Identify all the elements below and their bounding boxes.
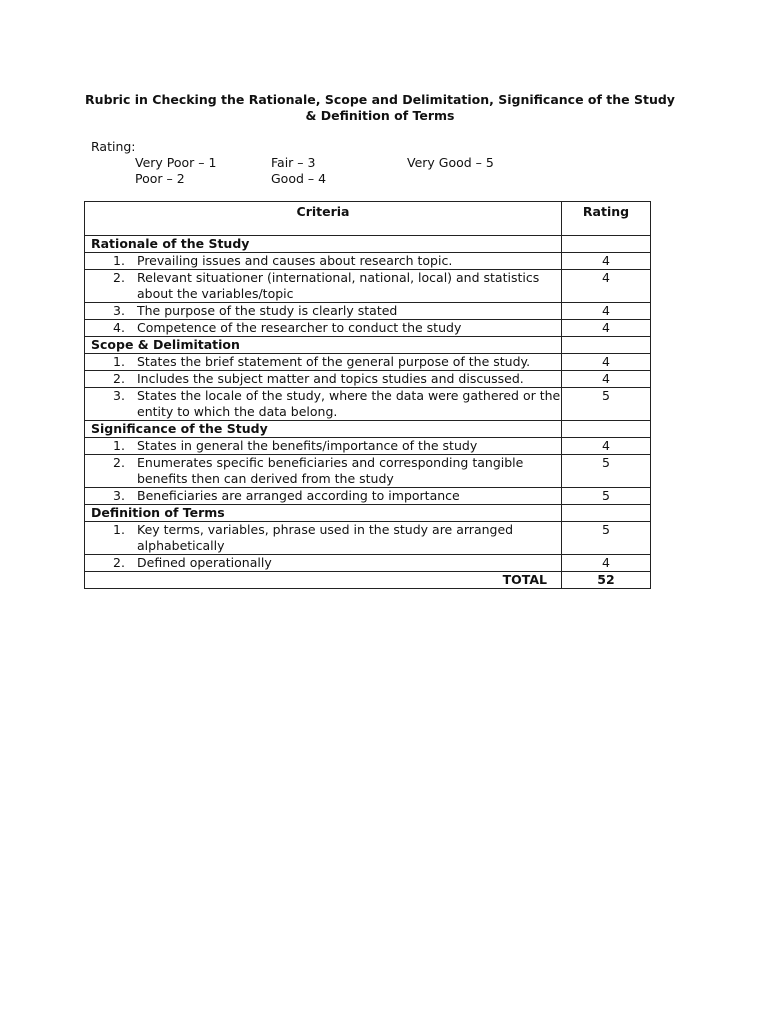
criterion-text: Defined operationally <box>137 555 272 570</box>
criterion-text: Prevailing issues and causes about research topic. <box>137 253 453 268</box>
criterion-cell <box>85 388 562 421</box>
table-row <box>85 388 651 421</box>
total-label: TOTAL <box>85 572 562 589</box>
criterion-text: States in general the benefits/importance of the study <box>137 438 478 453</box>
title-line-2: & Definition of Terms <box>305 108 455 123</box>
table-row <box>85 488 651 505</box>
rating-value: 5 <box>562 455 651 488</box>
rubric-table <box>84 201 651 589</box>
total-row <box>85 572 651 589</box>
table-row <box>85 371 651 388</box>
table-row <box>85 354 651 371</box>
criterion-cell <box>85 455 562 488</box>
criterion-cell <box>85 253 562 270</box>
criterion-text: Enumerates specific beneficiaries and corresponding tangible benefits then can derived from the study <box>137 455 524 486</box>
scale-good: Good – 4 <box>271 171 327 186</box>
rating-value: 5 <box>562 522 651 555</box>
document-title <box>80 92 680 124</box>
item-number: 2. <box>113 270 125 285</box>
rating-value: 4 <box>562 438 651 455</box>
section-rating-empty <box>562 421 651 438</box>
section-rating-empty <box>562 337 651 354</box>
rating-value: 4 <box>562 303 651 320</box>
rating-value: 4 <box>562 371 651 388</box>
scale-fair: Fair – 3 <box>271 155 316 170</box>
rating-value: 4 <box>562 270 651 303</box>
criterion-cell <box>85 354 562 371</box>
section-title: Rationale of the Study <box>85 236 562 253</box>
table-row <box>85 303 651 320</box>
rating-value: 4 <box>562 354 651 371</box>
criterion-text: Key terms, variables, phrase used in the study are arranged alphabetically <box>137 522 514 553</box>
table-row <box>85 270 651 303</box>
rating-value: 5 <box>562 488 651 505</box>
criterion-cell <box>85 303 562 320</box>
item-number: 1. <box>113 522 125 537</box>
rating-header: Rating <box>562 202 651 236</box>
criterion-text: States the brief statement of the general purpose of the study. <box>137 354 531 369</box>
criterion-cell <box>85 488 562 505</box>
section-rating-empty <box>562 236 651 253</box>
criterion-text: Competence of the researcher to conduct the study <box>137 320 462 335</box>
criterion-text: Relevant situationer (international, national, local) and statistics about the variables/topic <box>137 270 540 301</box>
rating-label: Rating: <box>91 139 136 154</box>
item-number: 2. <box>113 371 125 386</box>
criterion-text: States the locale of the study, where the data were gathered or the entity to which the data belong. <box>137 388 561 419</box>
rating-value: 4 <box>562 555 651 572</box>
table-row <box>85 253 651 270</box>
item-number: 4. <box>113 320 125 335</box>
item-number: 3. <box>113 303 125 318</box>
section-title: Significance of the Study <box>85 421 562 438</box>
table-row <box>85 522 651 555</box>
criterion-text: The purpose of the study is clearly stated <box>137 303 398 318</box>
criterion-cell <box>85 438 562 455</box>
criteria-header: Criteria <box>85 202 562 236</box>
section-title: Definition of Terms <box>85 505 562 522</box>
section-row <box>85 236 651 253</box>
item-number: 3. <box>113 488 125 503</box>
item-number: 3. <box>113 388 125 403</box>
table-row <box>85 438 651 455</box>
rating-value: 4 <box>562 253 651 270</box>
criterion-cell <box>85 371 562 388</box>
scale-poor: Poor – 2 <box>135 171 185 186</box>
rating-value: 5 <box>562 388 651 421</box>
rating-value: 4 <box>562 320 651 337</box>
item-number: 2. <box>113 555 125 570</box>
section-row <box>85 337 651 354</box>
criterion-cell <box>85 320 562 337</box>
scale-very-poor: Very Poor – 1 <box>135 155 217 170</box>
section-rating-empty <box>562 505 651 522</box>
section-row <box>85 421 651 438</box>
item-number: 2. <box>113 455 125 470</box>
criterion-text: Beneficiaries are arranged according to importance <box>137 488 460 503</box>
table-row <box>85 455 651 488</box>
section-row <box>85 505 651 522</box>
table-row <box>85 555 651 572</box>
scale-very-good: Very Good – 5 <box>407 155 494 170</box>
total-value: 52 <box>562 572 651 589</box>
table-header-row <box>85 202 651 236</box>
table-row <box>85 320 651 337</box>
item-number: 1. <box>113 253 125 268</box>
criterion-cell <box>85 270 562 303</box>
item-number: 1. <box>113 438 125 453</box>
criterion-cell <box>85 522 562 555</box>
section-title: Scope & Delimitation <box>85 337 562 354</box>
title-line-1: Rubric in Checking the Rationale, Scope and Delimitation, Significance of the Study <box>85 92 675 107</box>
criterion-cell <box>85 555 562 572</box>
item-number: 1. <box>113 354 125 369</box>
criterion-text: Includes the subject matter and topics studies and discussed. <box>137 371 524 386</box>
